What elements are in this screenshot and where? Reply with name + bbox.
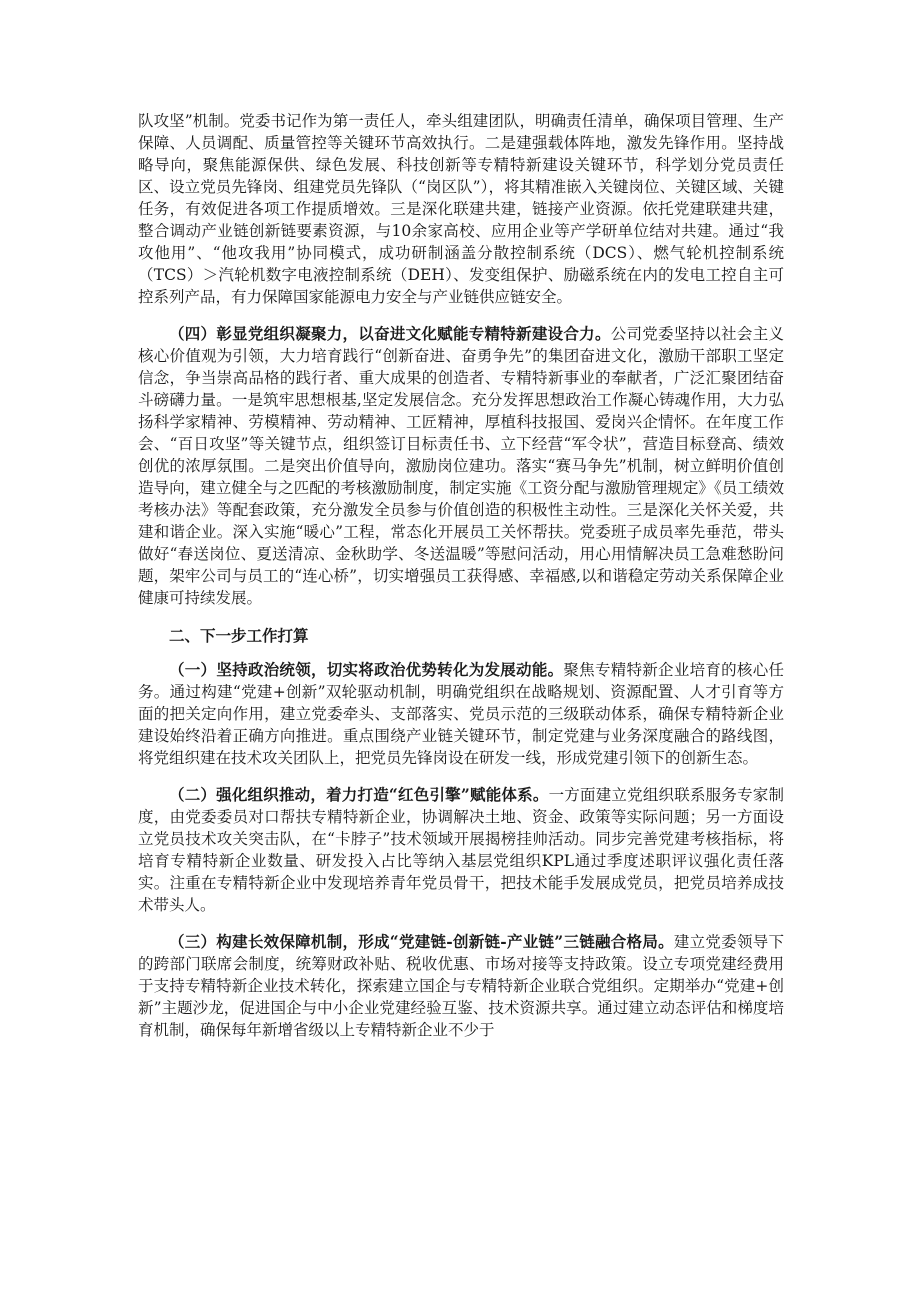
- section-4-lead: （四）彰显党组织凝聚力，以奋进文化赋能专精特新建设合力。: [169, 324, 611, 343]
- document-page: [138, 110, 784, 1041]
- plan-3-lead: （三）构建长效保障机制，形成“党建链-创新链-产业链”三链融合格局。: [169, 932, 674, 951]
- paragraph-plan-3: [138, 931, 784, 1041]
- plan-2-lead: （二）强化组织推动，着力打造“红色引擎”赋能体系。: [169, 785, 549, 804]
- paragraph-continued: [138, 110, 784, 308]
- paragraph-plan-1: [138, 659, 784, 769]
- section-heading: 二、下一步工作打算: [169, 627, 309, 645]
- paragraph-text: 一方面建立党组织联系服务专家制度，由党委委员对口帮扶专精特新企业，协调解决土地、资金、政策等实际问题；另一方面设立党员技术攻关突击队，在“卡脖子”技术领域开展揭榜挂帅活动。同步完善党建考核指标，将培育专精特新企业数量、研发投入占比等纳入基层党组织KPL通过季度述职评议强化责任落实。注重在专精特新企业中发现培养青年党员骨干，把技术能手发展成党员，把党员培养成技术带头人。: [138, 786, 784, 914]
- paragraph-text: 公司党委坚持以社会主义核心价值观为引领，大力培育践行“创新奋进、奋勇争先”的集团奋进文化，激励干部职工坚定信念，争当崇高品格的践行者、重大成果的创造者、专精特新事业的奉献者，广泛汇聚团结奋斗磅礴力量。一是筑牢思想根基,坚定发展信念。充分发挥思想政治工作凝心铸魂作用，大力弘扬科学家精神、劳模精神、劳动精神、工匠精神，厚植科技报国、爱岗兴企情怀。在年度工作会、“百日攻坚”等关键节点，组织签订目标责任书、立下经营“军令状”，营造目标登高、绩效创优的浓厚氛围。二是突出价值导向，激励岗位建功。落实“赛马争先”机制，树立鲜明价值创造导向，建立健全与之匹配的考核激励制度，制定实施《工资分配与激励管理规定》《员工绩效考核办法》等配套政策，充分激发全员参与价值创造的积极性主动性。三是深化关怀关爱，共建和谐企业。深入实施“暖心”工程，常态化开展员工关怀帮扶。党委班子成员率先垂范，带头做好“春送岗位、夏送清凉、金秋助学、冬送温暖”等慰问活动，用心用情解决员工急难愁盼问题，架牢公司与员工的“连心桥”，切实增强员工获得感、幸福感,以和谐稳定劳动关系保障企业健康可持续发展。: [138, 325, 784, 607]
- paragraph-text: 聚焦专精特新企业培育的核心任务。通过构建“党建+创新”双轮驱动机制，明确党组织在战略规划、资源配置、人才引育等方面的把关定向作用，建立党委牵头、支部落实、党员示范的三级联动体系，确保专精特新企业建设始终沿着正确方向推进。重点围绕产业链关键环节，制定党建与业务深度融合的路线图，将党组织建在技术攻关团队上，把党员先锋岗设在研发一线，形成党建引领下的创新生态。: [138, 661, 784, 767]
- paragraph-plan-2: [138, 784, 784, 916]
- plan-1-lead: （一）坚持政治统领，切实将政治优势转化为发展动能。: [169, 660, 564, 679]
- paragraph-text: 建立党委领导下的跨部门联席会制度，统筹财政补贴、税收优惠、市场对接等支持政策。设立专项党建经费用于支持专精特新企业技术转化，探索建立国企与专精特新企业联合党组织。定期举办“党建+创新”主题沙龙，促进国企与中小企业党建经验互鉴、技术资源共享。通过建立动态评估和梯度培育机制，确保每年新增省级以上专精特新企业不少于: [138, 933, 784, 1039]
- paragraph-text: 队攻坚”机制。党委书记作为第一责任人，牵头组建团队，明确责任清单，确保项目管理、生产保障、人员调配、质量管控等关键环节高效执行。二是建强载体阵地，激发先锋作用。坚持战略导向，聚焦能源保供、绿色发展、科技创新等专精特新建设关键环节，科学划分党员责任区、设立党员先锋岗、组建党员先锋队（“岗区队”），将其精准嵌入关键岗位、关键区域、关键任务，有效促进各项工作提质增效。三是深化联建共建，链接产业资源。依托党建联建共建，整合调动产业链创新链要素资源，与10余家高校、应用企业等产学研单位结对共建。通过“我攻他用”、“他攻我用”协同模式，成功研制涵盖分散控制系统（DCS）、燃气轮机控制系统（TCS）＞汽轮机数字电液控制系统（DEH）、发变组保护、励磁系统在内的发电工控自主可控系列产品，有力保障国家能源电力安全与产业链供应链安全。: [138, 112, 784, 306]
- paragraph-section-4: [138, 323, 784, 609]
